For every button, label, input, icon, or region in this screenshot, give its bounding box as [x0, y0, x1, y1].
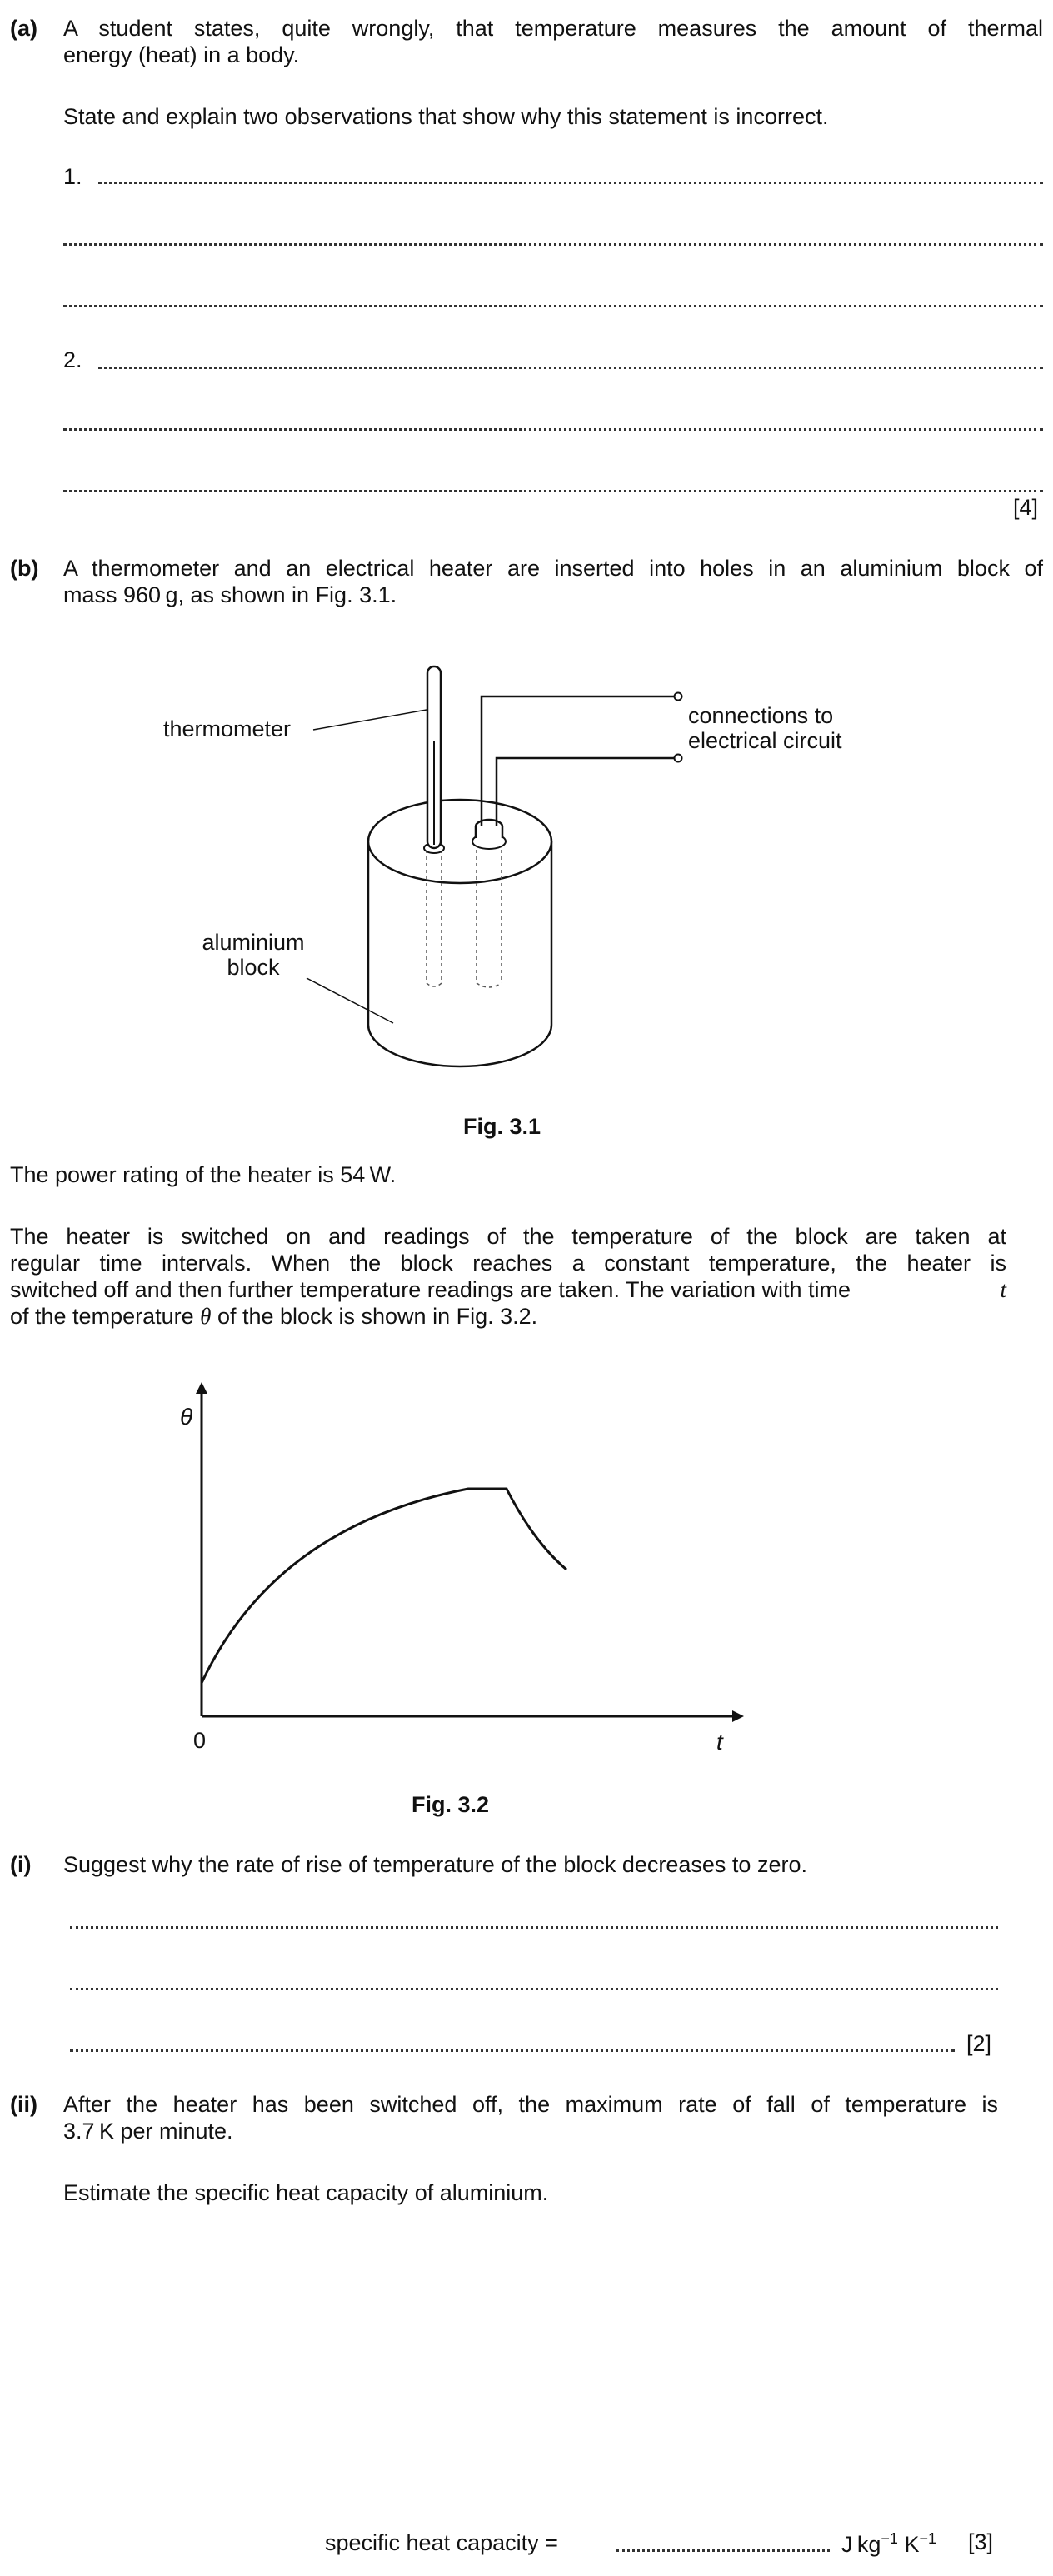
var-t: t: [1000, 1277, 1006, 1302]
answer-line[interactable]: [70, 1926, 998, 1929]
label-connections-line2: electrical circuit: [688, 728, 842, 753]
part-b-label: (b): [10, 556, 39, 581]
part-i-question: Suggest why the rate of rise of temperature of the block decreases to zero.: [63, 1852, 807, 1877]
unit-j-kg: J kg: [841, 2532, 881, 2557]
fig-3-1-caption: Fig. 3.1: [463, 1114, 541, 1139]
fig-3-2-caption: Fig. 3.2: [412, 1792, 490, 1817]
label-aluminium: aluminium: [202, 930, 305, 955]
part-a-text-line2: energy (heat) in a body.: [63, 42, 300, 67]
x-axis-label: t: [716, 1729, 723, 1755]
label-block: block: [227, 955, 280, 980]
answer-line[interactable]: [63, 490, 1043, 492]
part-a-label: (a): [10, 16, 37, 41]
part-a-text-line1: A student states, quite wrongly, that temperature measures the amount of thermal: [63, 16, 1043, 41]
part-b-text-line1: A thermometer and an electrical heater are inserted into holes in an aluminium block of: [63, 556, 1043, 581]
paragraph-line4-post: of the block is shown in Fig. 3.2.: [217, 1304, 538, 1329]
part-a-instruction: State and explain two observations that show why this statement is incorrect.: [63, 104, 829, 129]
paragraph-line3: switched off and then further temperature readings are taken. The variation with time: [10, 1277, 851, 1302]
power-rating-text: The power rating of the heater is 54 W.: [10, 1162, 397, 1187]
answer-line[interactable]: [63, 305, 1043, 307]
paragraph-line2: regular time intervals. When the block reaches a constant temperature, the heater is: [10, 1251, 1006, 1276]
label-thermometer: thermometer: [163, 716, 292, 741]
answer-line[interactable]: [70, 2049, 955, 2052]
answer-line[interactable]: [98, 367, 1043, 369]
part-ii-label: (ii): [10, 2092, 37, 2117]
part-ii-instruction: Estimate the specific heat capacity of aluminium.: [63, 2180, 549, 2205]
unit-k: K: [904, 2532, 920, 2557]
answer-line[interactable]: [98, 182, 1043, 184]
answer-item-1-label: 1.: [63, 164, 82, 189]
paragraph-line1: The heater is switched on and readings of the temperature of the block are taken at: [10, 1224, 1006, 1249]
fig-3-1-diagram: [0, 642, 1053, 1075]
part-ii-text-line1: After the heater has been switched off, the maximum rate of fall of temperature is: [63, 2092, 998, 2117]
y-axis-label: θ: [180, 1404, 193, 1430]
answer-label: specific heat capacity =: [325, 2530, 558, 2555]
unit-exp-1: −1: [881, 2530, 898, 2547]
part-i-label: (i): [10, 1852, 32, 1877]
part-ii-text-line2: 3.7 K per minute.: [63, 2119, 233, 2144]
paragraph-line4-pre: of the temperature: [10, 1304, 194, 1329]
part-i-marks: [2]: [966, 2031, 992, 2056]
unit-exp-2: −1: [919, 2530, 937, 2547]
answer-line[interactable]: [70, 1988, 998, 1990]
origin-label: 0: [193, 1728, 207, 1753]
answer-line[interactable]: [63, 243, 1043, 246]
answer-line[interactable]: [63, 428, 1043, 431]
label-connections-line1: connections to: [688, 703, 834, 728]
part-ii-marks: [3]: [968, 2529, 994, 2554]
fig-3-2-graph: [150, 1375, 783, 1766]
var-theta: θ: [200, 1304, 212, 1329]
part-b-text-line2: mass 960 g, as shown in Fig. 3.1.: [63, 582, 397, 607]
answer-item-2-label: 2.: [63, 347, 82, 372]
part-a-marks: [4]: [1013, 495, 1039, 520]
answer-input-line[interactable]: [616, 2549, 830, 2552]
